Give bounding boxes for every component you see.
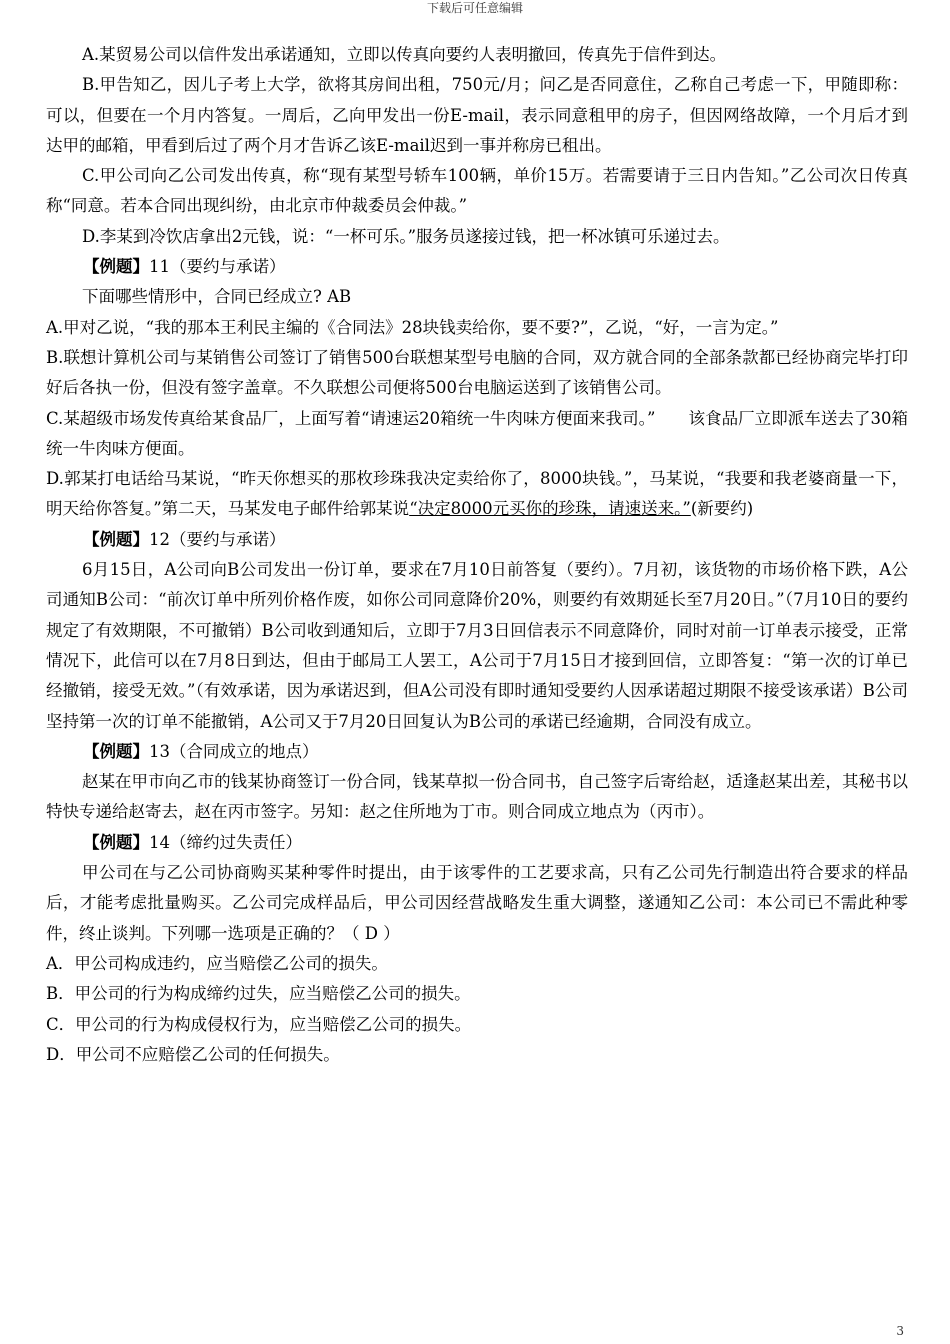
example-11-option-c: C.某超级市场发传真给某食品厂，上面写着“请速运20箱统一牛肉味方便面来我司。” 该食品厂立即派车送去了30箱统一牛肉味方便面。	[46, 408, 908, 458]
example-14-body: 甲公司在与乙公司协商购买某种零件时提出，由于该零件的工艺要求高，只有乙公司先行制造出符合要求的样品后，才能考虑批量购买。乙公司完成样品后，甲公司因经营战略发生重大调整，遂通知乙公司：本公司已不需此种零件，终止谈判。下列哪一选项是正确的？（ D ）	[46, 863, 908, 943]
example-title: 13（合同成立的地点）	[149, 741, 319, 761]
example-13-body: 赵某在甲市向乙市的钱某协商签订一份合同，钱某草拟一份合同书，自己签字后寄给赵，适逢赵某出差，其秘书以特快专递给赵寄去，赵在丙市签字。另知：赵之住所地为丁市。则合同成立地点为（丙市）。	[46, 772, 908, 822]
example-14-option-a: A．甲公司构成违约，应当赔偿乙公司的损失。	[46, 953, 388, 973]
option-d-note: (新要约)	[690, 499, 754, 519]
example-11-question: 下面哪些情形中，合同已经成立? AB	[82, 287, 352, 307]
example-label: 【例题】	[83, 741, 149, 761]
example-title: 14（缔约过失责任）	[149, 832, 302, 852]
document-body	[46, 40, 908, 1070]
example-14-option-b: B．甲公司的行为构成缔约过失，应当赔偿乙公司的损失。	[46, 984, 471, 1004]
prev-option-c: C.甲公司向乙公司发出传真，称“现有某型号轿车100辆，单价15万。若需要请于三日内告知。”乙公司次日传真称“同意。若本合同出现纠纷，由北京市仲裁委员会仲裁。”	[46, 166, 908, 216]
option-d-text: D.郭某打电话给马某说，“昨天你想买的那枚珍珠我决定卖给你了，8000块钱。”，马某说，“我要和我老婆商量一下，明天给你答复。”第二天，马某发电子邮件给郭某说	[46, 469, 908, 519]
example-12-heading	[46, 525, 908, 555]
example-label: 【例题】	[83, 529, 149, 549]
example-14-option-c: C．甲公司的行为构成侵权行为，应当赔偿乙公司的损失。	[46, 1014, 472, 1034]
prev-option-a: A.某贸易公司以信件发出承诺通知，立即以传真向要约人表明撤回，传真先于信件到达。	[82, 45, 727, 64]
page-header: 下载后可任意编辑	[426, 1, 523, 15]
example-14-option-d: D．甲公司不应赔偿乙公司的任何损失。	[46, 1044, 340, 1064]
prev-option-b: B.甲告知乙，因儿子考上大学，欲将其房间出租，750元/月；问乙是否同意住，乙称自己考虑一下，甲随即称：可以，但要在一个月内答复。一周后，乙向甲发出一份E-mail，表示同意租甲的房子，但因网络故障，一个月后才到达甲的邮箱，甲看到后过了两个月才告诉乙该E-mail迟到一事并称房已租出。	[46, 75, 908, 155]
example-12-body: 6月15日，A公司向B公司发出一份订单，要求在7月10日前答复（要约）。7月初，该货物的市场价格下跌，A公司通知B公司：“前次订单中所列价格作废，如你公司同意降价20%，则要约有效期延长至7月20日。”（7月10日的要约规定了有效期限，不可撤销）B公司收到通知后，立即于7月3日回信表示不同意降价，同时对前一订单表示接受，正常情况下，此信可以在7月8日到达，但由于邮局工人罢工，A公司于7月15日才接到回信，立即答复：“第一次的订单已经撤销，接受无效。”（有效承诺，因为承诺迟到，但A公司没有即时通知受要约人因承诺超过期限不接受该承诺）B公司坚持第一次的订单不能撤销，A公司又于7月20日回复认为B公司的承诺已经逾期，合同没有成立。	[46, 560, 908, 731]
option-d-underlined-quote: “决定8000元买你的珍珠，请速送来。”	[409, 499, 691, 519]
example-11-heading	[46, 252, 908, 282]
example-11-option-b: B.联想计算机公司与某销售公司签订了销售500台联想某型号电脑的合同，双方就合同的全部条款都已经协商完毕打印好后各执一份，但没有签字盖章。不久联想公司便将500台电脑运送到了该销售公司。	[46, 347, 908, 398]
example-14-heading	[46, 828, 908, 858]
example-title: 11（要约与承诺）	[149, 257, 286, 277]
example-label: 【例题】	[83, 832, 149, 852]
example-13-heading	[46, 737, 908, 767]
example-label: 【例题】	[83, 257, 149, 277]
example-11-option-a: A.甲对乙说，“我的那本王利民主编的《合同法》28块钱卖给你，要不要?”，乙说，“好，一言为定。”	[46, 317, 779, 337]
prev-option-d: D.李某到冷饮店拿出2元钱，说：“一杯可乐。”服务员遂接过钱，把一杯冰镇可乐递过去。	[82, 226, 730, 246]
example-title: 12（要约与承诺）	[149, 529, 286, 549]
example-11-option-d	[46, 464, 908, 525]
page-number: 3	[896, 1324, 904, 1338]
